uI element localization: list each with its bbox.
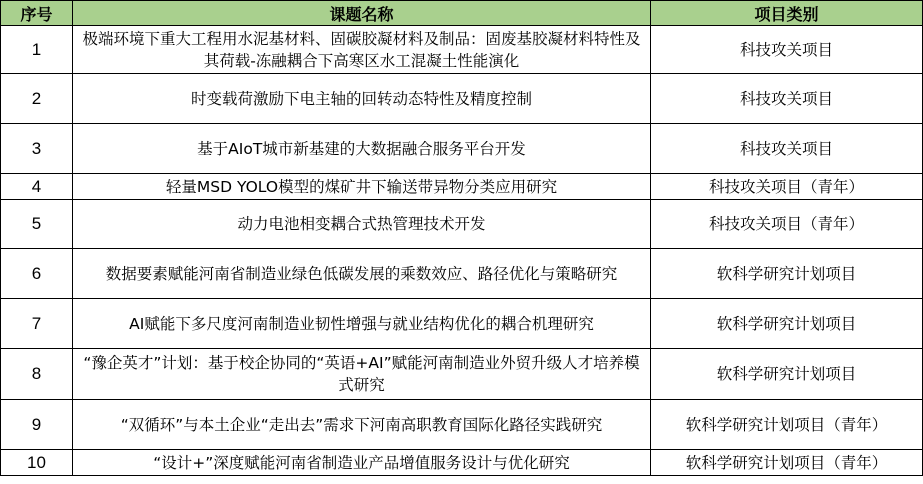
row-num: 10 — [1, 450, 73, 476]
row-category: 科技攻关项目 — [651, 124, 923, 174]
row-num: 4 — [1, 174, 73, 200]
row-title: 极端环境下重大工程用水泥基材料、固碳胶凝材料及制品：固废基胶凝材料特性及其荷载-冻融耦合下高寒区水工混凝土性能演化 — [73, 26, 651, 74]
row-title: 动力电池相变耦合式热管理技术开发 — [73, 200, 651, 249]
row-num: 1 — [1, 26, 73, 74]
row-num: 8 — [1, 349, 73, 400]
row-category: 科技攻关项目 — [651, 26, 923, 74]
row-title: AI赋能下多尺度河南制造业韧性增强与就业结构优化的耦合机理研究 — [73, 299, 651, 349]
row-num: 5 — [1, 200, 73, 249]
header-category: 项目类别 — [651, 1, 923, 26]
header-num: 序号 — [1, 1, 73, 26]
table-row — [1, 249, 923, 299]
row-num: 6 — [1, 249, 73, 299]
header-title: 课题名称 — [73, 1, 651, 26]
table-row — [1, 124, 923, 174]
row-category: 软科学研究计划项目 — [651, 249, 923, 299]
row-category: 科技攻关项目（青年） — [651, 174, 923, 200]
row-title: “双循环”与本土企业“走出去”需求下河南高职教育国际化路径实践研究 — [73, 400, 651, 450]
row-category: 软科学研究计划项目 — [651, 349, 923, 400]
table-row — [1, 174, 923, 200]
row-category: 科技攻关项目 — [651, 74, 923, 124]
table-row — [1, 74, 923, 124]
table-row — [1, 26, 923, 74]
header-row — [1, 1, 923, 26]
row-category: 科技攻关项目（青年） — [651, 200, 923, 249]
row-num: 3 — [1, 124, 73, 174]
row-num: 2 — [1, 74, 73, 124]
row-title: 轻量MSD YOLO模型的煤矿井下输送带异物分类应用研究 — [73, 174, 651, 200]
row-title: “设计+”深度赋能河南省制造业产品增值服务设计与优化研究 — [73, 450, 651, 476]
row-title: “豫企英才”计划：基于校企协同的“英语+AI”赋能河南制造业外贸升级人才培养模式研究 — [73, 349, 651, 400]
table-row — [1, 400, 923, 450]
table-row — [1, 349, 923, 400]
row-num: 7 — [1, 299, 73, 349]
row-category: 软科学研究计划项目 — [651, 299, 923, 349]
row-title: 基于AIoT城市新基建的大数据融合服务平台开发 — [73, 124, 651, 174]
row-category: 软科学研究计划项目（青年） — [651, 400, 923, 450]
table-row — [1, 299, 923, 349]
row-title: 时变载荷激励下电主轴的回转动态特性及精度控制 — [73, 74, 651, 124]
row-category: 软科学研究计划项目（青年） — [651, 450, 923, 476]
row-num: 9 — [1, 400, 73, 450]
row-title: 数据要素赋能河南省制造业绿色低碳发展的乘数效应、路径优化与策略研究 — [73, 249, 651, 299]
table-row — [1, 200, 923, 249]
table-row — [1, 450, 923, 476]
